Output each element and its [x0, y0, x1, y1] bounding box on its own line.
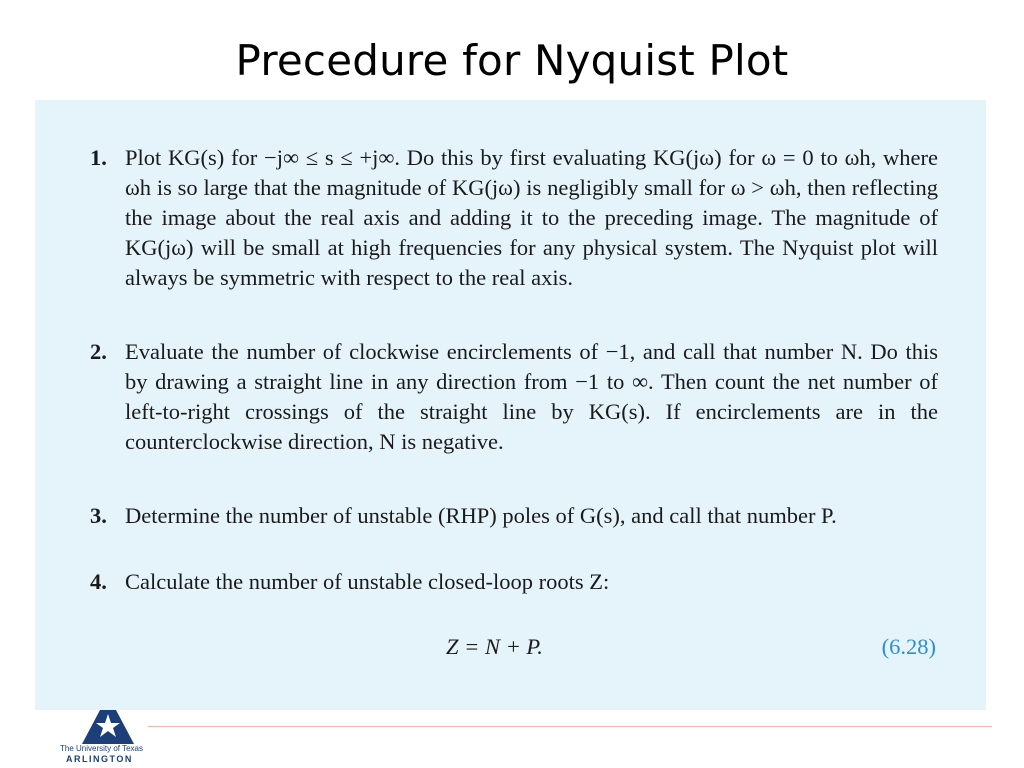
step-number: 4. [90, 569, 107, 594]
step-2 [90, 337, 938, 457]
logo-text-line1: The University of Texas [60, 744, 143, 753]
step-text: Calculate the number of unstable closed-loop roots Z: [125, 569, 610, 594]
step-4 [90, 567, 938, 597]
slide-title: Precedure for Nyquist Plot [235, 36, 789, 85]
step-text: Determine the number of unstable (RHP) poles of G(s), and call that number P. [125, 503, 837, 528]
step-3 [90, 501, 938, 531]
step-text: Evaluate the number of clockwise encirclements of −1, and call that number N. Do this by drawing a straight line in any direction from −1 to ∞. Then count the net number of left-to-right crossings of the straight line by KG(s). If encirclements are in the counterclockwise direction, N is negative. [125, 339, 938, 454]
step-number: 1. [90, 145, 107, 170]
footer-divider [148, 726, 992, 727]
step-number: 2. [90, 339, 107, 364]
step-number: 3. [90, 503, 107, 528]
university-logo [60, 710, 160, 768]
logo-text-line2: ARLINGTON [66, 754, 133, 764]
step-text: Plot KG(s) for −j∞ ≤ s ≤ +j∞. Do this by first evaluating KG(jω) for ω = 0 to ωh, where ωh is so large that the magnitude of KG(jω) is negligibly small for ω > ωh, then reflecting the image about the real axis and adding it to the preceding image. The magnitude of KG(jω) will be small at high frequencies for any physical system. The Nyquist plot will always be symmetric with respect to the real axis. [125, 145, 938, 290]
star-icon [80, 710, 136, 744]
step-1 [90, 143, 938, 293]
equation-number: (6.28) [881, 634, 936, 659]
equation-formula: Z = N + P. [446, 634, 543, 659]
